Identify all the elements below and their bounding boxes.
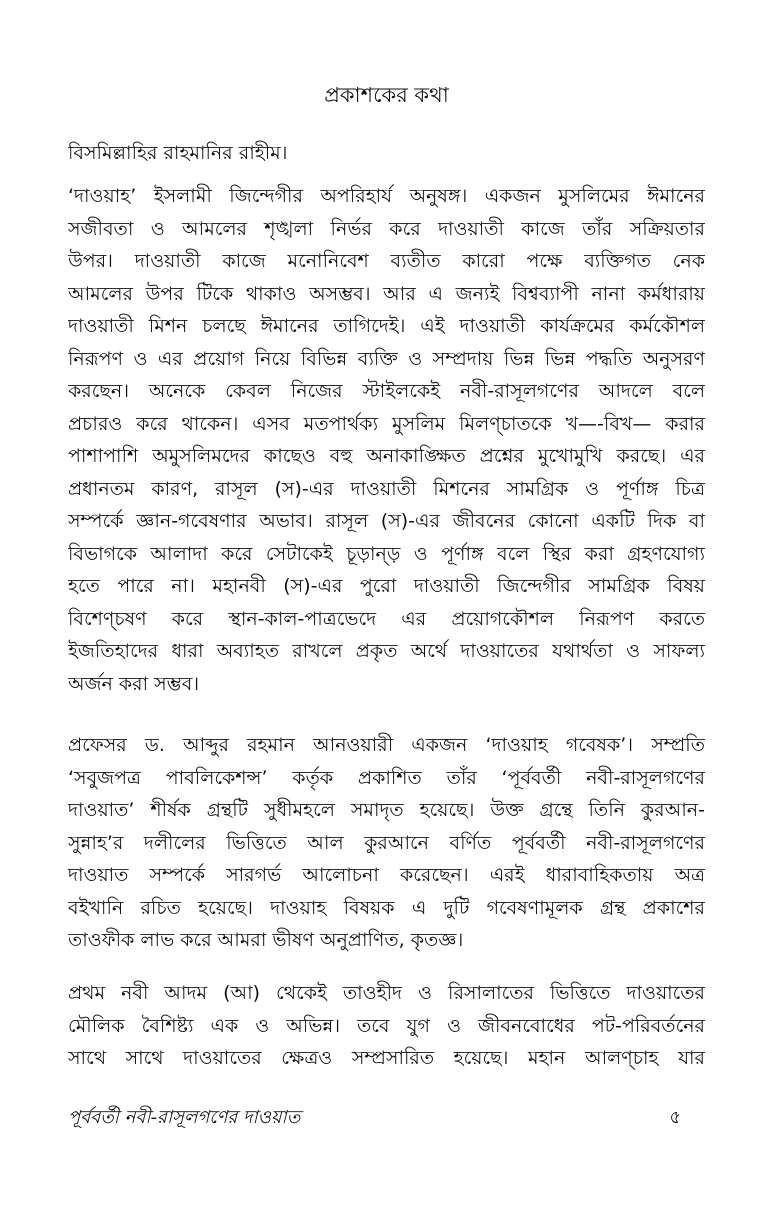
paragraph-line: বিশেণ্চষণ করে স্থান-কাল-পাত্রভেদে এর প্রয়োগকৌশল নিরূপণ করতে [68,607,705,630]
paragraph-line: প্রফেসর ড. আব্দুর রহমান আনওয়ারী একজন ‘দাওয়াহ গবেষক’। সম্প্রতি [68,734,705,756]
paragraph-line: পাশাপাশি অমুসলিমদের কাছেও বহু অনাকাঙ্ক্ষিত প্রশ্নের মুখোমুখি করছে। এর [68,445,705,467]
running-title: পূর্ববর্তী নবী-রাসূলগণের দাওয়াত [68,1107,301,1128]
paragraph-3 [68,977,705,1075]
paragraph-line: তাওফীক লাভ করে আমরা ভীষণ অনুপ্রাণিত, কৃতজ্ঞ। [68,929,464,951]
paragraph-line: উপর। দাওয়াতী কাজে মনোনিবেশ ব্যতীত কারো পক্ষে ব্যক্তিগত নেক [68,250,705,272]
paragraph-line: দাওয়াত’ শীর্ষক গ্রন্থটি সুধীমহলে সমাদৃত হয়েছে। উক্ত গ্রন্থে তিনি কুরআন- [68,799,705,821]
paragraph-line: হতে পারে না। মহানবী (স)-এর পুরো দাওয়াতী জিন্দেগীর সামগ্রিক বিষয় [68,575,705,597]
paragraph-line: সজীবতা ও আমলের শৃঙ্খলা নির্ভর করে দাওয়াতী কাজে তাঁর সক্রিয়তার [68,217,705,240]
paragraph-line: ‘সবুজপত্র পাবলিকেশন্স’ কর্তৃক প্রকাশিত তাঁর ‘পূর্ববর্তী নবী-রাসূলগণের [68,766,705,789]
paragraph-line: বিভাগকে আলাদা করে সেটাকেই চূড়ান্ড় ও পূর্ণাঙ্গ বলে স্থির করা গ্রহণযোগ্য [68,542,705,565]
paragraph-1 [68,180,705,700]
paragraph-line: করছেন। অনেকে কেবল নিজের স্টাইলকেই নবী-রাসূলগণের আদলে বলে [68,380,705,402]
paragraph-2 [68,729,705,957]
paragraph-line: প্রথম নবী আদম (আ) থেকেই তাওহীদ ও রিসালাতের ভিত্তিতে দাওয়াতের [68,982,705,1004]
paragraph-line: বইখানি রচিত হয়েছে। দাওয়াহ বিষয়ক এ দুটি গবেষণামূলক গ্রন্থ প্রকাশের [68,896,705,919]
paragraph-line: সম্পর্কে জ্ঞান-গবেষণার অভাব। রাসূল (স)-এর জীবনের কোনো একটি দিক বা [68,510,705,532]
paragraph-line: ইজতিহাদের ধারা অব্যাহত রাখলে প্রকৃত অর্থে দাওয়াতের যথার্থতা ও সাফল্য [68,640,705,662]
paragraph-line: দাওয়াতী মিশন চলছে ঈমানের তাগিদেই। এই দাওয়াতী কার্যক্রমের কর্মকৌশল [68,315,705,337]
paragraph-line: প্রচারও করে থাকেন। এসব মতপার্থক্য মুসলিম মিলণ্চাতকে খ—-বিখ— করার [68,412,705,435]
paragraph-line: আমলের উপর টিকে থাকাও অসম্ভব। আর এ জন্যই বিশ্বব্যাপী নানা কর্মধারায় [68,282,705,305]
bismillah-text: বিসমিল্লাহির রাহমানির রাহীম। [68,142,288,164]
paragraph-line: মৌলিক বৈশিষ্ট্য এক ও অভিন্ন। তবে যুগ ও জীবনবোধের পট-পরিবর্তনের [68,1014,705,1037]
paragraph-line: ‘দাওয়াহ’ ইসলামী জিন্দেগীর অপরিহার্য অনুষঙ্গ। একজন মুসলিমের ঈমানের [68,185,705,207]
paragraph-line: সুন্নাহ’র দলীলের ভিত্তিতে আল কুরআনে বর্ণিত পূর্ববর্তী নবী-রাসূলগণের [68,831,705,854]
paragraph-line: নিরূপণ ও এর প্রয়োগ নিয়ে বিভিন্ন ব্যক্তি ও সম্প্রদায় ভিন্ন ভিন্ন পদ্ধতি অনুসরণ [68,347,705,370]
paragraph-line: অর্জন করা সম্ভব। [68,672,200,695]
page-footer [68,1102,705,1134]
paragraph-line: দাওয়াত সম্পর্কে সারগর্ভ আলোচনা করেছেন। এরই ধারাবাহিকতায় অত্র [68,864,705,886]
page-number: ৫ [669,1107,681,1128]
paragraph-line: সাথে সাথে দাওয়াতের ক্ষেত্রও সম্প্রসারিত হয়েছে। মহান আলণ্চাহ যার [68,1047,705,1069]
paragraph-line: প্রধানতম কারণ, রাসূল (স)-এর দাওয়াতী মিশনের সামগ্রিক ও পূর্ণাঙ্গ চিত্র [68,477,705,500]
bismillah-line [68,137,705,170]
page-title: প্রকাশকের কথা [324,83,449,107]
